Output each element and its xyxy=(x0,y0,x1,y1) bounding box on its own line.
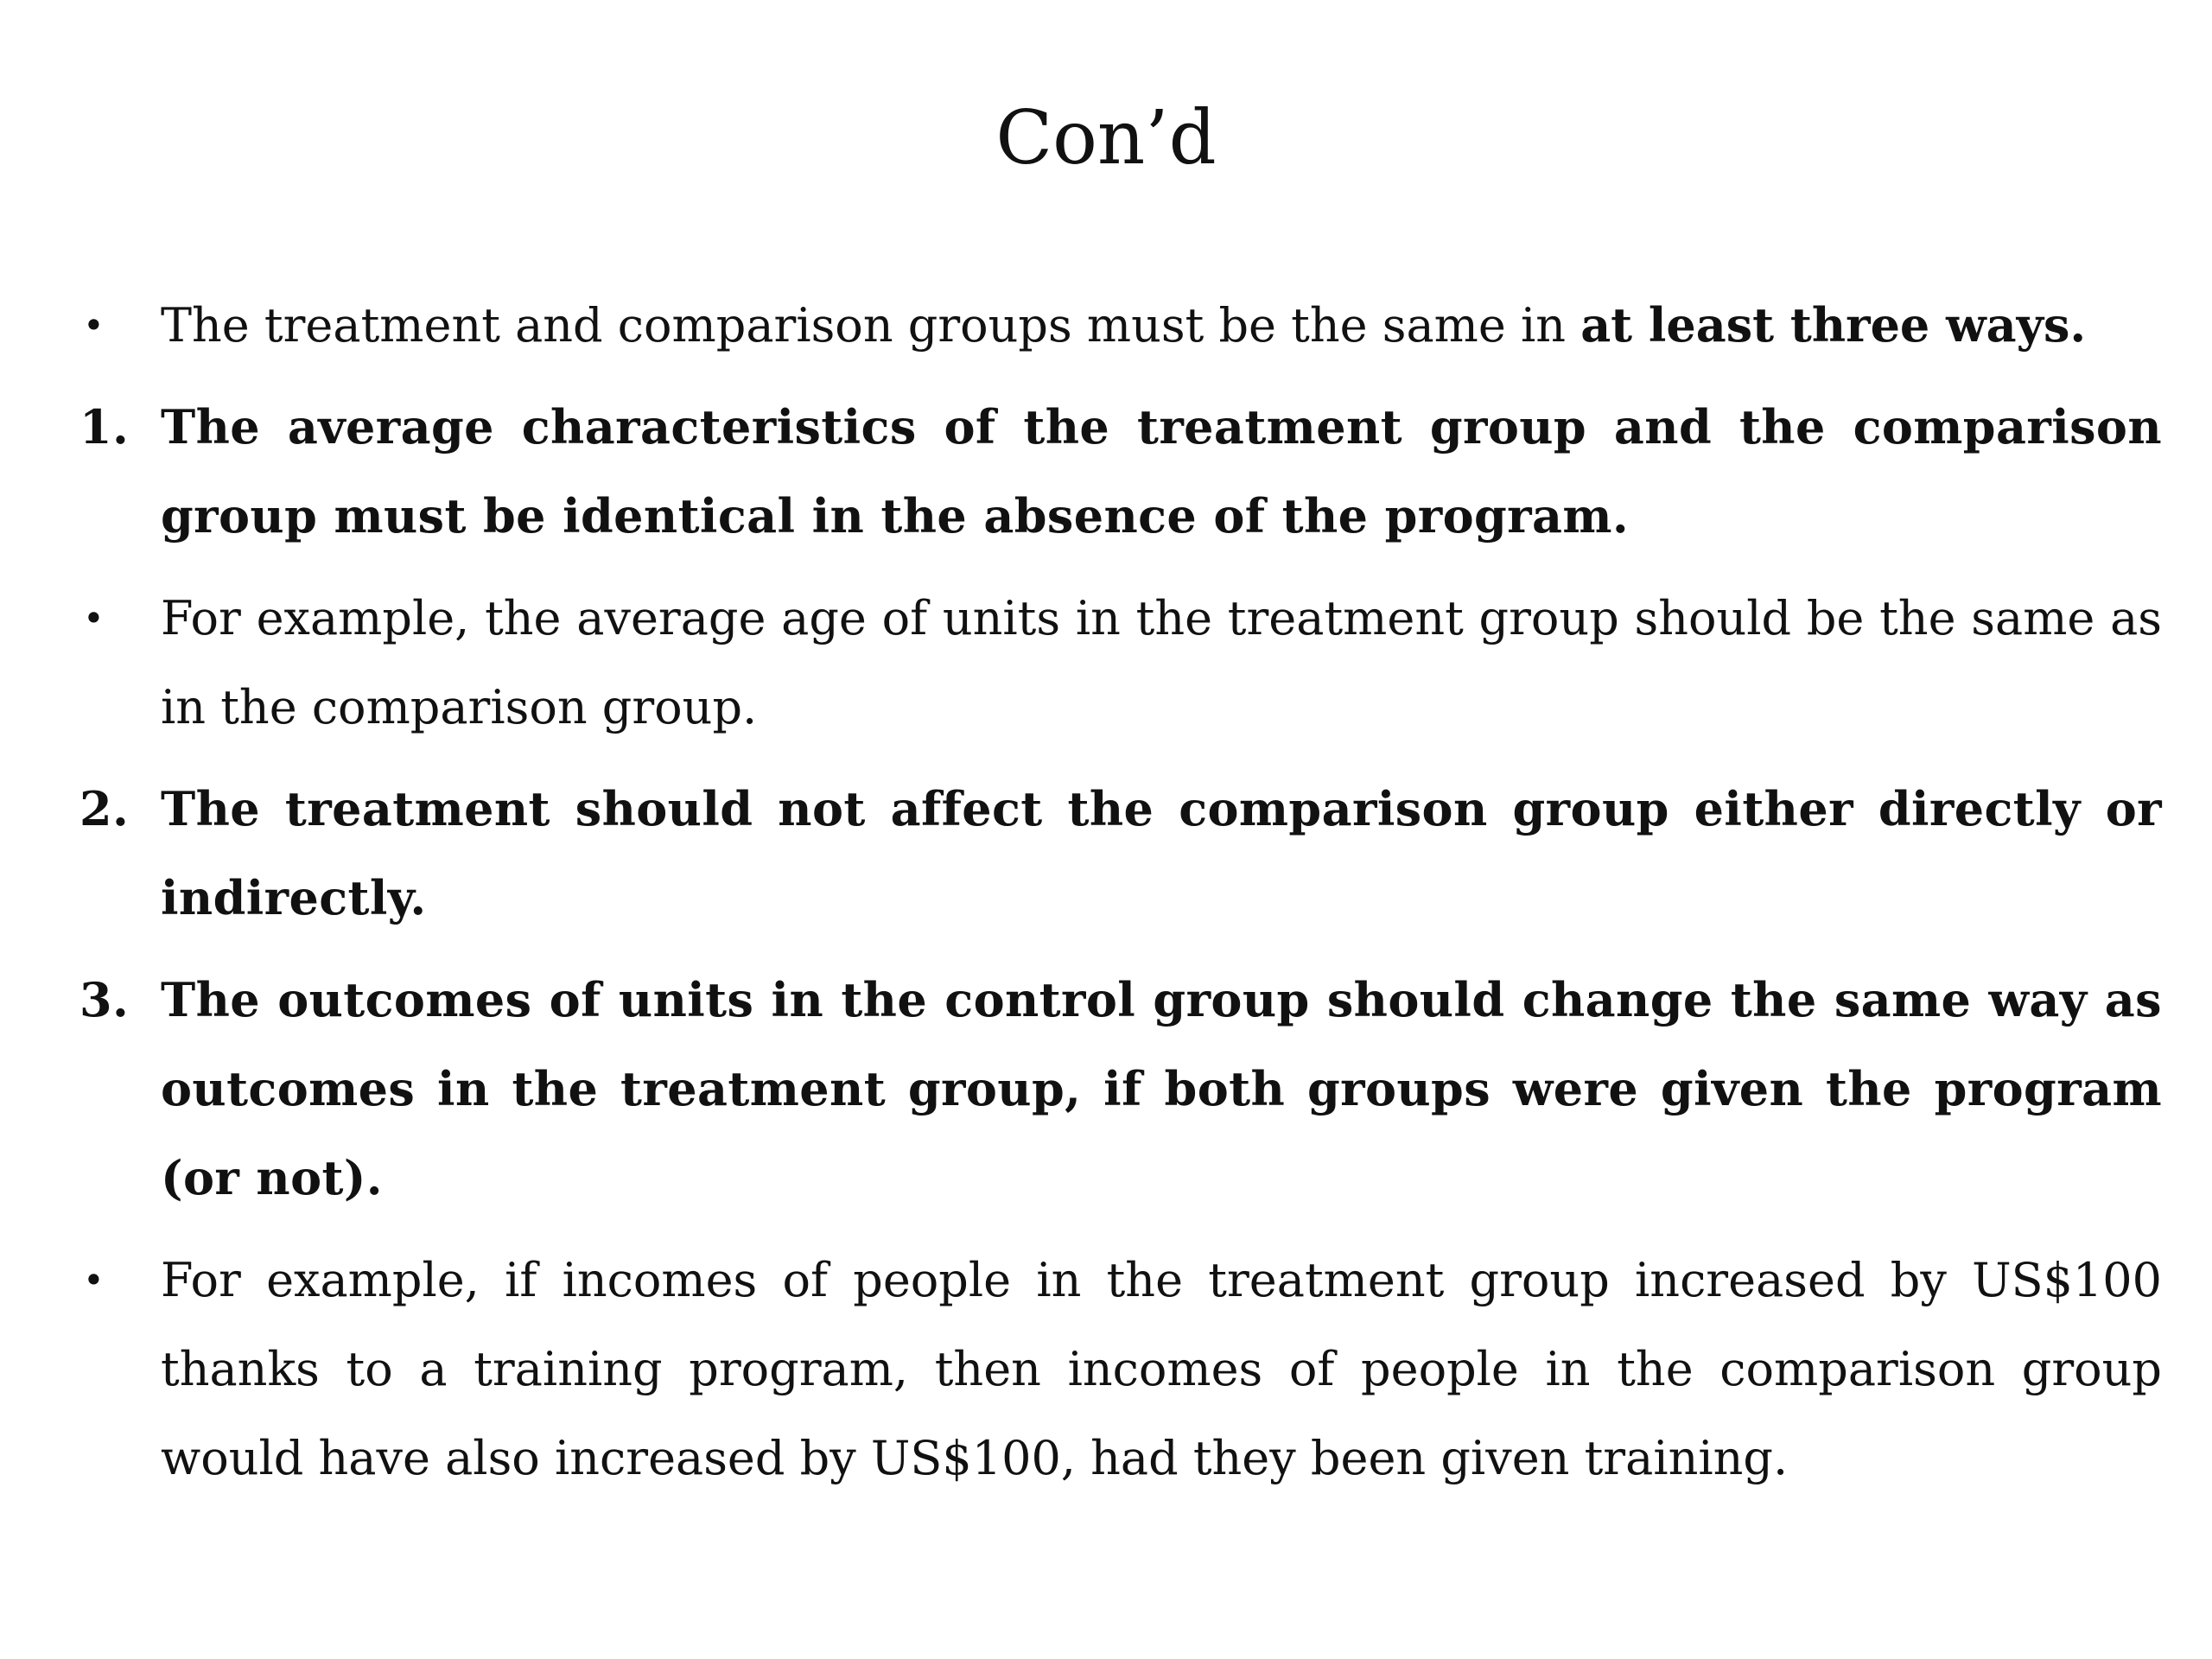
number-marker: 3. xyxy=(79,972,130,1027)
bullet-item-intro xyxy=(79,281,2162,370)
bullet-marker: • xyxy=(83,597,105,639)
numbered-item-text: The average characteristics of the treatment group and the comparison group must be identical in the absence of the program. xyxy=(161,399,2162,543)
bullet-emphasis: at least three ways. xyxy=(1580,297,2087,353)
bullet-marker: • xyxy=(83,1259,105,1301)
numbered-item-text: The treatment should not affect the comparison group either directly or indirectly. xyxy=(161,781,2162,925)
number-marker: 1. xyxy=(79,399,130,454)
bullet-item-example-age xyxy=(79,574,2162,752)
bullet-text: The treatment and comparison groups must be the same in xyxy=(161,298,1581,353)
bullet-text: For example, the average age of units in the treatment group should be the same as in the comparison group. xyxy=(161,591,2162,734)
numbered-item-3 xyxy=(79,956,2162,1223)
bullet-marker: • xyxy=(83,304,105,346)
bullet-text: For example, if incomes of people in the treatment group increased by US$100 thanks to a training program, then incomes of people in the comparison group would have also increased by US$100, had they been given training. xyxy=(161,1253,2162,1485)
number-marker: 2. xyxy=(79,781,130,836)
slide-content xyxy=(79,281,2162,1516)
numbered-item-1 xyxy=(79,383,2162,561)
slide-title: Con’d xyxy=(995,95,1217,181)
numbered-item-text: The outcomes of units in the control group should change the same way as outcomes in the treatment group, if both groups were given the program (or not). xyxy=(161,972,2162,1205)
bullet-item-example-income xyxy=(79,1236,2162,1503)
numbered-item-2 xyxy=(79,765,2162,943)
